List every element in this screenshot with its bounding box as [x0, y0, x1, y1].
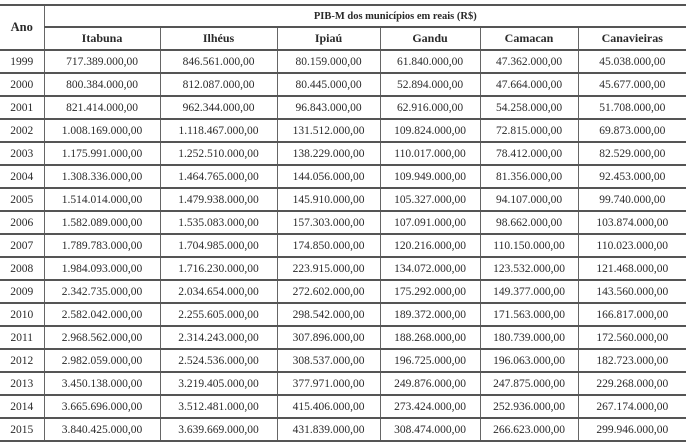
year-cell: 2008	[0, 257, 44, 280]
table-row	[0, 349, 686, 372]
value-cell: 143.560.000,00	[578, 280, 686, 303]
value-cell: 45.677.000,00	[578, 73, 686, 96]
value-cell: 98.662.000,00	[480, 211, 578, 234]
value-cell: 377.971.000,00	[277, 372, 380, 395]
value-cell: 51.708.000,00	[578, 96, 686, 119]
value-cell: 3.219.405.000,00	[160, 372, 277, 395]
value-cell: 81.356.000,00	[480, 165, 578, 188]
value-cell: 2.982.059.000,00	[44, 349, 160, 372]
table-row	[0, 395, 686, 418]
value-cell: 69.873.000,00	[578, 119, 686, 142]
value-cell: 94.107.000,00	[480, 188, 578, 211]
value-cell: 182.723.000,00	[578, 349, 686, 372]
column-header-canavieiras: Canavieiras	[578, 27, 686, 50]
table-row	[0, 234, 686, 257]
value-cell: 72.815.000,00	[480, 119, 578, 142]
value-cell: 175.292.000,00	[380, 280, 480, 303]
year-cell: 2006	[0, 211, 44, 234]
value-cell: 62.916.000,00	[380, 96, 480, 119]
value-cell: 110.017.000,00	[380, 142, 480, 165]
value-cell: 1.008.169.000,00	[44, 119, 160, 142]
value-cell: 47.362.000,00	[480, 50, 578, 73]
value-cell: 52.894.000,00	[380, 73, 480, 96]
value-cell: 2.034.654.000,00	[160, 280, 277, 303]
year-cell: 2009	[0, 280, 44, 303]
value-cell: 2.582.042.000,00	[44, 303, 160, 326]
table-row	[0, 119, 686, 142]
value-cell: 107.091.000,00	[380, 211, 480, 234]
value-cell: 1.514.014.000,00	[44, 188, 160, 211]
value-cell: 138.229.000,00	[277, 142, 380, 165]
value-cell: 54.258.000,00	[480, 96, 578, 119]
value-cell: 266.623.000,00	[480, 418, 578, 441]
value-cell: 61.840.000,00	[380, 50, 480, 73]
value-cell: 3.840.425.000,00	[44, 418, 160, 441]
value-cell: 80.445.000,00	[277, 73, 380, 96]
value-cell: 96.843.000,00	[277, 96, 380, 119]
column-header-ilheus: Ilhéus	[160, 27, 277, 50]
table-row	[0, 257, 686, 280]
value-cell: 229.268.000,00	[578, 372, 686, 395]
table-row	[0, 188, 686, 211]
value-cell: 2.314.243.000,00	[160, 326, 277, 349]
value-cell: 1.984.093.000,00	[44, 257, 160, 280]
column-header-camacan: Camacan	[480, 27, 578, 50]
table-row	[0, 372, 686, 395]
year-cell: 2013	[0, 372, 44, 395]
value-cell: 121.468.000,00	[578, 257, 686, 280]
value-cell: 166.817.000,00	[578, 303, 686, 326]
value-cell: 157.303.000,00	[277, 211, 380, 234]
table-row	[0, 142, 686, 165]
year-cell: 2007	[0, 234, 44, 257]
value-cell: 247.875.000,00	[480, 372, 578, 395]
value-cell: 1.582.089.000,00	[44, 211, 160, 234]
header-row-columns	[0, 27, 686, 50]
pib-table	[0, 4, 686, 442]
value-cell: 1.308.336.000,00	[44, 165, 160, 188]
value-cell: 2.968.562.000,00	[44, 326, 160, 349]
value-cell: 3.665.696.000,00	[44, 395, 160, 418]
value-cell: 196.063.000,00	[480, 349, 578, 372]
value-cell: 1.479.938.000,00	[160, 188, 277, 211]
header-row-group	[0, 5, 686, 27]
value-cell: 821.414.000,00	[44, 96, 160, 119]
table-row	[0, 303, 686, 326]
value-cell: 1.789.783.000,00	[44, 234, 160, 257]
column-header-itabuna: Itabuna	[44, 27, 160, 50]
value-cell: 174.850.000,00	[277, 234, 380, 257]
value-cell: 188.268.000,00	[380, 326, 480, 349]
year-header: Ano	[0, 5, 44, 50]
value-cell: 308.474.000,00	[380, 418, 480, 441]
value-cell: 3.512.481.000,00	[160, 395, 277, 418]
value-cell: 846.561.000,00	[160, 50, 277, 73]
value-cell: 120.216.000,00	[380, 234, 480, 257]
year-cell: 2004	[0, 165, 44, 188]
table-row	[0, 326, 686, 349]
value-cell: 105.327.000,00	[380, 188, 480, 211]
column-header-ipiau: Ipiaú	[277, 27, 380, 50]
value-cell: 110.023.000,00	[578, 234, 686, 257]
value-cell: 196.725.000,00	[380, 349, 480, 372]
value-cell: 299.946.000,00	[578, 418, 686, 441]
value-cell: 134.072.000,00	[380, 257, 480, 280]
value-cell: 78.412.000,00	[480, 142, 578, 165]
value-cell: 172.560.000,00	[578, 326, 686, 349]
group-header	[44, 5, 686, 27]
value-cell: 82.529.000,00	[578, 142, 686, 165]
value-cell: 962.344.000,00	[160, 96, 277, 119]
year-cell: 2012	[0, 349, 44, 372]
value-cell: 145.910.000,00	[277, 188, 380, 211]
value-cell: 308.537.000,00	[277, 349, 380, 372]
value-cell: 273.424.000,00	[380, 395, 480, 418]
value-cell: 149.377.000,00	[480, 280, 578, 303]
value-cell: 180.739.000,00	[480, 326, 578, 349]
value-cell: 3.450.138.000,00	[44, 372, 160, 395]
table-row	[0, 50, 686, 73]
value-cell: 47.664.000,00	[480, 73, 578, 96]
table-row	[0, 280, 686, 303]
table-row	[0, 73, 686, 96]
value-cell: 307.896.000,00	[277, 326, 380, 349]
year-cell: 2000	[0, 73, 44, 96]
value-cell: 223.915.000,00	[277, 257, 380, 280]
value-cell: 110.150.000,00	[480, 234, 578, 257]
group-header-label: PIB-M dos municípios em reais (R$)	[313, 10, 477, 22]
value-cell: 109.949.000,00	[380, 165, 480, 188]
table-row	[0, 211, 686, 234]
value-cell: 103.874.000,00	[578, 211, 686, 234]
value-cell: 812.087.000,00	[160, 73, 277, 96]
value-cell: 1.716.230.000,00	[160, 257, 277, 280]
value-cell: 1.464.765.000,00	[160, 165, 277, 188]
year-cell: 2014	[0, 395, 44, 418]
value-cell: 2.524.536.000,00	[160, 349, 277, 372]
value-cell: 272.602.000,00	[277, 280, 380, 303]
table-row	[0, 418, 686, 441]
column-header-gandu: Gandu	[380, 27, 480, 50]
year-cell: 2015	[0, 418, 44, 441]
value-cell: 717.389.000,00	[44, 50, 160, 73]
value-cell: 189.372.000,00	[380, 303, 480, 326]
year-cell: 2005	[0, 188, 44, 211]
year-cell: 2001	[0, 96, 44, 119]
value-cell: 131.512.000,00	[277, 119, 380, 142]
year-cell: 2010	[0, 303, 44, 326]
value-cell: 92.453.000,00	[578, 165, 686, 188]
table-body	[0, 50, 686, 441]
value-cell: 123.532.000,00	[480, 257, 578, 280]
table-row	[0, 96, 686, 119]
value-cell: 3.639.669.000,00	[160, 418, 277, 441]
value-cell: 267.174.000,00	[578, 395, 686, 418]
value-cell: 2.342.735.000,00	[44, 280, 160, 303]
value-cell: 415.406.000,00	[277, 395, 380, 418]
year-cell: 1999	[0, 50, 44, 73]
table-row	[0, 165, 686, 188]
value-cell: 80.159.000,00	[277, 50, 380, 73]
value-cell: 1.535.083.000,00	[160, 211, 277, 234]
value-cell: 1.175.991.000,00	[44, 142, 160, 165]
value-cell: 144.056.000,00	[277, 165, 380, 188]
value-cell: 2.255.605.000,00	[160, 303, 277, 326]
value-cell: 431.839.000,00	[277, 418, 380, 441]
year-cell: 2011	[0, 326, 44, 349]
value-cell: 171.563.000,00	[480, 303, 578, 326]
year-cell: 2002	[0, 119, 44, 142]
value-cell: 109.824.000,00	[380, 119, 480, 142]
value-cell: 800.384.000,00	[44, 73, 160, 96]
value-cell: 249.876.000,00	[380, 372, 480, 395]
value-cell: 1.252.510.000,00	[160, 142, 277, 165]
value-cell: 45.038.000,00	[578, 50, 686, 73]
year-cell: 2003	[0, 142, 44, 165]
value-cell: 1.704.985.000,00	[160, 234, 277, 257]
value-cell: 1.118.467.000,00	[160, 119, 277, 142]
value-cell: 298.542.000,00	[277, 303, 380, 326]
value-cell: 252.936.000,00	[480, 395, 578, 418]
value-cell: 99.740.000,00	[578, 188, 686, 211]
